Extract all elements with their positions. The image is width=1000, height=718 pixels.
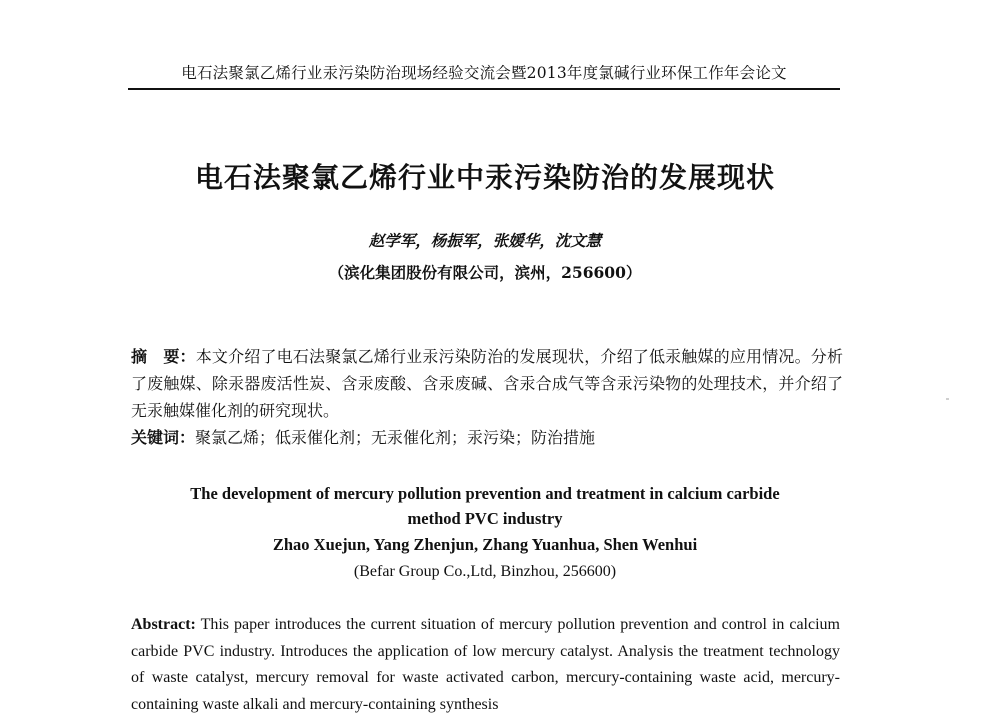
keywords-chinese (131, 424, 843, 451)
authors-chinese: 赵学军，杨振军，张媛华，沈文慧 (368, 231, 602, 250)
paper-title-english: The development of mercury pollution prevention and treatment in calcium carbide method PVC industry (190, 484, 780, 528)
abstract-chinese (131, 343, 843, 424)
authors-english: Zhao Xuejun, Yang Zhenjun, Zhang Yuanhua, Shen Wenhui (272, 535, 698, 554)
abstract-english (131, 612, 840, 718)
running-header: 电石法聚氯乙烯行业汞污染防治现场经验交流会暨2013年度氯碱行业环保工作年会论文 (181, 64, 787, 82)
abstract-chinese-text: 本文介绍了电石法聚氯乙烯行业汞污染防治的发展现状，介绍了低汞触媒的应用情况。分析了废触媒、除汞器废活性炭、含汞废酸、含汞废碱、含汞合成气等含汞污染物的处理技术，并介绍了无汞触媒催化剂的研究现状。 (131, 347, 843, 420)
abstract-chinese-label: 摘 要： (131, 347, 196, 366)
header-rule (128, 88, 840, 90)
keywords-chinese-text: 聚氯乙烯；低汞催化剂；无汞催化剂；汞污染；防治措施 (195, 428, 596, 447)
affiliation-chinese: （滨化集团股份有限公司，滨州，256600） (328, 263, 642, 282)
keywords-chinese-label: 关键词： (131, 428, 196, 447)
abstract-english-text: This paper introduces the current situation of mercury pollution prevention and control in calcium carbide PVC industry. Introduces the application of low mercury catalyst. Analysis the treatment technology of waste catalyst, mercury removal for waste activated carbon, mercury-containing waste acid, mercury-containing waste alkali and mercury-containing synthesis (131, 616, 840, 713)
abstract-english-label: Abstract: (131, 616, 196, 633)
affiliation-english: (Befar Group Co.,Ltd, Binzhou, 256600) (353, 563, 617, 580)
paper-title-chinese: 电石法聚氯乙烯行业中汞污染防治的发展现状 (194, 161, 775, 194)
scan-speck (946, 398, 949, 400)
